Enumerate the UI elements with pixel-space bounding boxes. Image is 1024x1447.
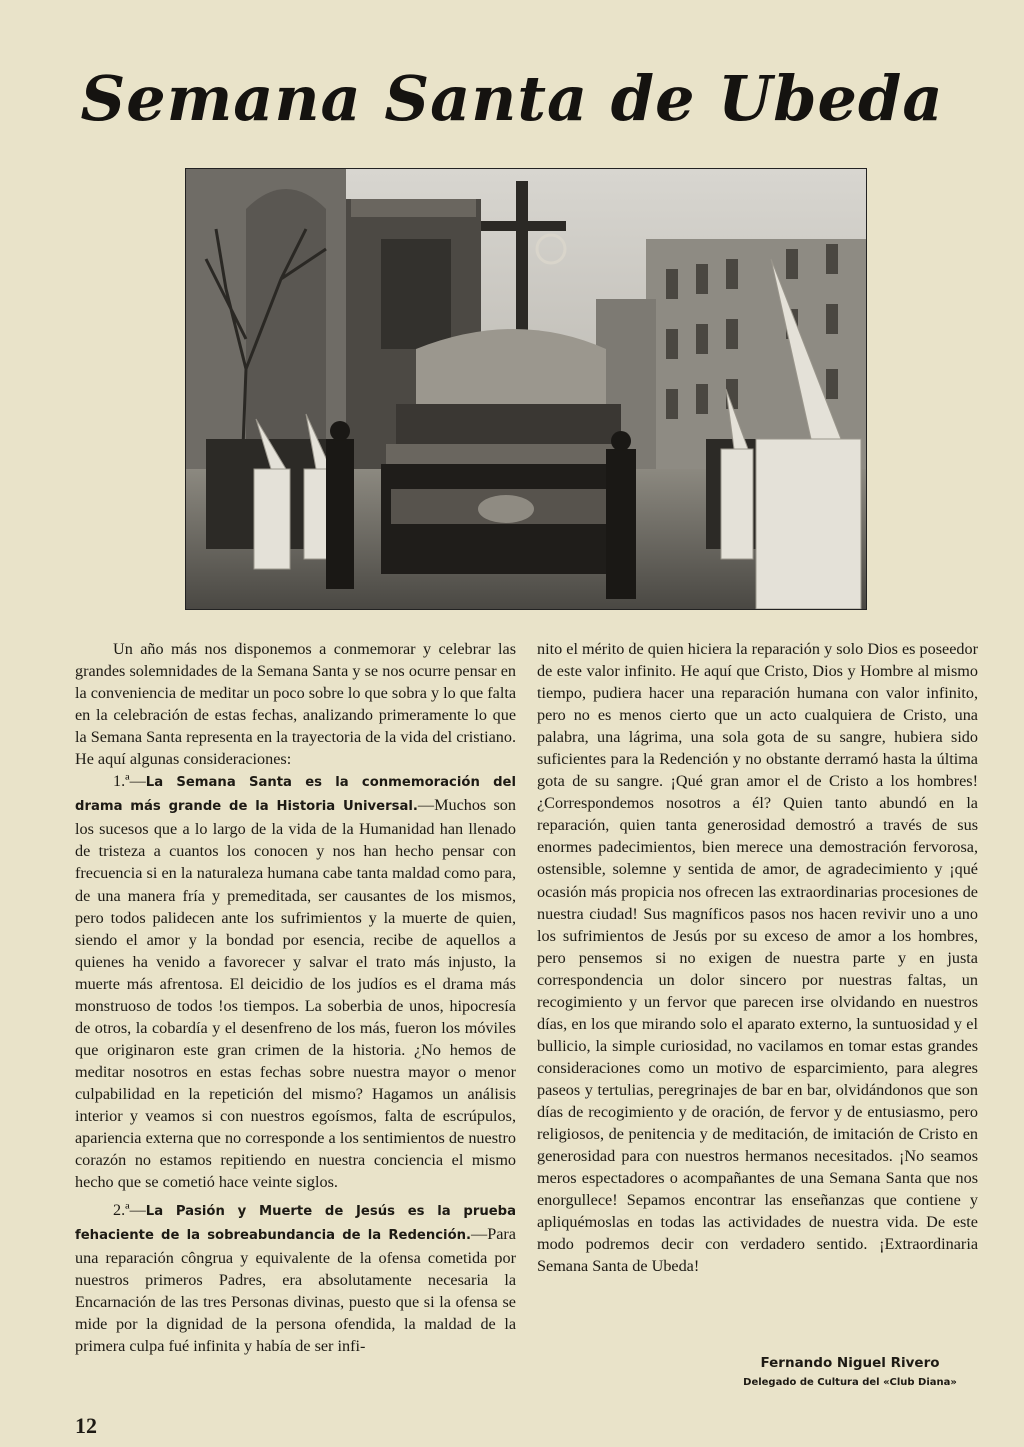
page-title: Semana Santa de Ubeda: [80, 62, 944, 135]
article-column-left: [75, 638, 516, 1358]
section-2-number: 2.ª—: [113, 1201, 146, 1220]
section-1-paragraph: [75, 770, 516, 1193]
author-role: Delegado de Cultura del «Club Diana»: [743, 1377, 957, 1388]
intro-paragraph: Un año más nos disponemos a conmemorar y celebrar las grandes solemnidades de la Semana Santa y se nos ocurre pensar en la conveniencia de meditar un poco sobre lo que sobra y lo que falta en la celebración de estas fechas, analizando primeramente lo que la Semana Santa representa en la trayectoria de la vida del cristiano. He aquí algunas consideraciones:: [75, 640, 516, 769]
section-2-heading: La Pasión y Muerte de Jesús es la prueba fehaciente de la sobreabundancia de la Redención.: [75, 1204, 516, 1244]
section-2-paragraph: [75, 1199, 516, 1357]
section-1-text: —Muchos son los sucesos que a lo largo de la vida de la Humanidad han llenado de tristeza a cuantos los conocen y nos han hecho pensar con frecuencia si en la naturaleza humana cabe tanta maldad como para, de una manera fría y premeditada, ser causantes de los mismos, pero todos palidecen ante los sufrimientos y la muerte de quien, siendo el amor y la bondad por esencia, recibe de aquellos a quienes ha venido a favorecer y salvar el trato más injusto, la muerte más afrentosa. El deicidio de los judíos es el drama más monstruoso de todos !os tiempos. La soberbia de unos, hipocresía de otros, la cobardía y el desenfreno de los más, fueron los móviles que originaron este gran crimen de la historia. ¿No hemos de meditar nosotros en estas fechas sobre nuestra mayor o menor culpabilidad en la repetición del mismo? Hagamos un análisis interior y veamos si con nuestros egoísmos, falta de escrúpulos, apariencia externa que no corresponde a los sentimientos de nuestro corazón no estamos repitiendo en nuestra conciencia el mismo hecho que se cometió hace veinte siglos.: [75, 796, 516, 1192]
procession-photo: [185, 168, 867, 610]
section-2-text-left: —Para una reparación côngrua y equivalente de la ofensa cometida por nuestros primeros Padres, era absolutamente necesaria la Encarnación de las tres Personas divinas, puesto que si la ofensa se mide por la dignidad de la persona ofendida, la maldad de la primera culpa fué infinita y había de ser infi-: [75, 1225, 516, 1356]
author-name: Fernando Niguel Rivero: [760, 1355, 940, 1371]
procession-photo-icon: [186, 169, 866, 609]
section-1-heading: La Semana Santa es la conmemoración del drama más grande de la Historia Universal.: [75, 775, 516, 815]
section-2-continuation: nito el mérito de quien hiciera la reparación y solo Dios es poseedor de este valor infinito. He aquí que Cristo, Dios y Hombre al mismo tiempo, pudiera hacer una reparación humana con valor infinito, pero no es menos cierto que un acto cualquiera de Cristo, una palabra, una lágrima, una sola gota de su sangre, hubiera sido suficientes para la Redención y no obstante derramó hasta la última gota de su sangre. ¡Qué gran amor el de Cristo a los hombres! ¿Correspondemos nosotros a él? Quien tanto abundó en la reparación, quien tanta generosidad demostró a través de sus enormes padecimientos, bien merece una demostración fervorosa, ostensible, solemne y sentida de amor, de agradecimiento y ¡qué ocasión más propicia nos ofrecen las extraordinarias procesiones de nuestra ciudad! Sus magníficos pasos nos hacen revivir uno a uno los sufrimientos de Jesús por su exceso de amor a los hombres, pero pensemos si no exigen de nuestra parte y en justa correspondencia un dolor sincero por nuestras faltas, un recogimiento y un fervor que parecen irse olvidando en nuestros días, en los que mirando solo el aparato externo, la suntuosidad y el bullicio, la simple curiosidad, no vacilamos en tomar estas grandes consideraciones como un motivo de esparcimiento, para alegres paseos y tertulias, peregrinajes de bar en bar, olvidándonos que son días de recogimiento y de oración, de fervor y de entusiasmo, pero religiosos, de penitencia y de meditación, de imitación de Cristo en generosidad para con nuestros hermanos necesitados. ¡No seamos meros espectadores o acompañantes de una Semana Santa que nos enorgullece! Sepamos encontrar las enseñanzas que contiene y apliquémoslas en todas las actividades de nuestra vida. De este modo podremos decir con verdadero sentido. ¡Extraordinaria Semana Santa de Ubeda!: [537, 640, 978, 1276]
article-column-right: [537, 638, 978, 1277]
page-number: 12: [75, 1413, 97, 1438]
section-1-number: 1.ª—: [113, 772, 146, 791]
